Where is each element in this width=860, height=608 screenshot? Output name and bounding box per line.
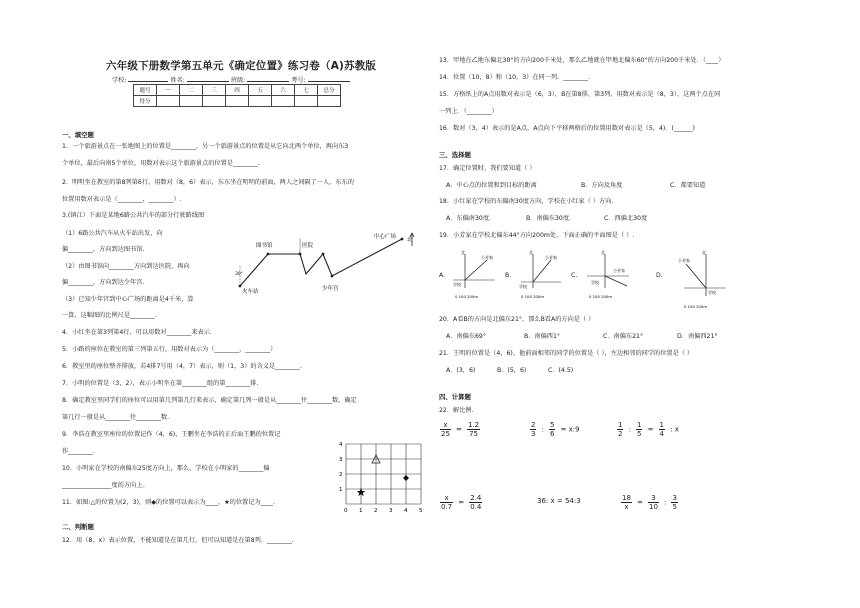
question-17: 17．确定位置时，我们要知道（ ）: [439, 165, 536, 172]
q19-diagram-b: [517, 250, 565, 302]
numerator: x: [440, 421, 451, 430]
center-label: 中心广场: [374, 234, 397, 240]
question-11: 11．如图:△的位置为(2，3)，则◆的位置可以表示为____，★的位置记为____.: [62, 499, 275, 506]
question-3-1b: 偏________，方向到达图书馆.: [62, 246, 145, 253]
q19-option-d-label: D.: [656, 272, 663, 279]
denominator: 5: [637, 430, 642, 438]
q19-option-b-label: B.: [505, 272, 512, 279]
youth-label: 少年宫: [322, 286, 339, 292]
question-1-line2: 个单位，最后向南5个单位，用数对表示这个旅游景点的位置是________.: [62, 160, 260, 167]
numerator: 1.2: [467, 421, 480, 429]
numerator: 3: [672, 494, 677, 502]
question-3-2a: （2）由图书馆向________方向到达医院，再向: [62, 263, 190, 270]
question-10-line2: ________________度的方向上。: [62, 482, 149, 489]
q19-option-c-label: C.: [571, 272, 578, 279]
question-7: 7．小明的位置是（3，2），表示小明坐在第________组的第________排.: [62, 380, 259, 387]
denominator: 4: [659, 430, 665, 438]
score-cell[interactable]: [157, 96, 180, 107]
question-3-2b: 偏________，方向到达少年宫.: [62, 279, 145, 286]
question-15-line1: 15．方格纸上的A点用数对表示是（6，3），B在第8排、第3列，用数对表示是（8，3），这两个点在同: [439, 91, 721, 98]
info-line: [112, 75, 350, 84]
equation-4: $\frac{x}{0.7}$ = $\frac{2.4}{0.4}$: [441, 494, 482, 511]
q19-diagram-a: [451, 250, 499, 302]
question-8-line1: 8．确定教室里同学们的座位可以用第几列第几行来表示，确定第几列一般是从________往________数，确定: [62, 397, 357, 404]
home-label: 小芳家: [481, 255, 493, 260]
home-label: 小芳家: [613, 268, 625, 273]
hospital-point-2: [322, 253, 325, 256]
x-tick: 4: [404, 508, 408, 514]
numerator: 1: [637, 421, 642, 429]
diamond-marker: [403, 475, 409, 481]
q20-option-d: D．南偏西21°: [677, 333, 718, 340]
numerator: 18: [622, 494, 631, 502]
q21-option-a: A．(3，6): [446, 367, 476, 374]
score-cell: 五: [249, 85, 272, 96]
q17-option-b: B．方向及角度: [581, 182, 623, 189]
north-label: 北: [461, 250, 465, 255]
score-cell: 得分: [134, 96, 157, 107]
q20-option-c: C．南偏东21°: [603, 333, 644, 340]
question-19: 19．小芳家在学校北偏东44°方向200m处，下面正确的平面图是（ ）.: [439, 232, 635, 239]
score-cell: 题号: [134, 85, 157, 96]
equation-3: $\frac{1}{2}$ : $\frac{1}{5}$ = $\frac{1}{4}$ : x: [618, 421, 679, 438]
score-cell[interactable]: [249, 96, 272, 107]
home-label: 小芳家: [678, 258, 690, 263]
section-heading-calc: 四、计算题: [439, 393, 471, 401]
numerator: 1: [659, 421, 665, 429]
question-8-line2: 第几行一般是从________往________数.: [62, 414, 170, 421]
numerator: 1: [618, 421, 623, 429]
question-20: 20．A看B的方向是北偏东21°，那么B看A的方向是（ ）: [439, 316, 595, 323]
section-heading-judge: 二、判断题: [62, 523, 94, 531]
question-21: 21．王明的位置是（4，6)，他前面相邻的同学的位置是（ ），左边相邻的同学的位置是（ ）: [439, 350, 694, 357]
question-22: 22．解比例．: [439, 407, 478, 414]
denominator: 6: [550, 430, 555, 438]
equation-rhs: = x:9: [560, 425, 580, 434]
score-cell: 三: [203, 85, 226, 96]
score-table-header-row: [134, 85, 341, 96]
q19-diagram-d: [676, 250, 728, 312]
q18-option-c: C．西偏北30度: [604, 215, 648, 222]
denominator: 75: [469, 430, 479, 438]
question-5: 5．小路的座位在教室的第三列第五行，用数对表示为（________，________）: [62, 346, 277, 353]
denominator: 10: [648, 503, 658, 511]
q21-option-b: B．(5，6): [497, 367, 527, 374]
score-cell: 总分: [318, 85, 341, 96]
station-label: 火车站: [242, 289, 259, 295]
denominator: x: [624, 503, 629, 511]
class-label: 班级:: [230, 77, 246, 84]
angle-label: 30°: [235, 272, 243, 277]
youth-point: [331, 275, 334, 278]
equation-1: $\frac{x}{25}$ = $\frac{1.2}{75}$: [441, 421, 480, 438]
score-cell[interactable]: [180, 96, 203, 107]
x-tick: 1: [359, 508, 363, 514]
home-label: 小芳家: [545, 255, 557, 260]
question-1-line1: 1．一个旅游景点在一张地图上的位置是________，另一个旅游景点的位置是从它向北两个单位，再向东3: [62, 143, 349, 150]
q18-option-a: A．东偏南30度．: [446, 215, 496, 222]
grid-lines: [346, 444, 421, 504]
denominator: 3: [531, 430, 536, 438]
q20-option-b: B．南偏西1°: [524, 333, 561, 340]
question-12: 12．用（8，x）表示位置，不能知道是在第几行，但可以知道是在第8列．________.: [62, 537, 294, 544]
section-heading-choice: 三、选择题: [439, 151, 471, 159]
school-label: 学校: [453, 282, 461, 287]
denominator: 5: [672, 503, 677, 511]
north-label: 北: [407, 237, 413, 243]
school-label: 学校: [519, 284, 527, 289]
score-cell: 六: [272, 85, 295, 96]
q21-option-c: C．(4.5): [548, 367, 574, 374]
question-9-line1: 9．李浩在教室里座位的位置记作（4，6)，王鹏坐在李浩的正后面王鹏的位置记: [62, 431, 281, 438]
q17-option-c: C．都要知道: [670, 182, 706, 189]
north-label: 北: [529, 250, 533, 255]
center-point: [401, 238, 404, 241]
station-point: [239, 285, 242, 288]
question-14: 14．位置（10，8）和（10，3）在同一列．________.: [439, 74, 591, 81]
hospital-label: 医院: [302, 243, 314, 249]
question-13: 13．甲地在乙地东偏北30°的方向200千米处，那么乙地就在甲地北偏东60°的方向200千米处．（____）: [439, 57, 725, 64]
scale-label: 0 100 200m: [521, 294, 545, 299]
score-cell[interactable]: [318, 96, 341, 107]
q20-option-a: A．南偏东69°: [446, 333, 486, 340]
equation-6: $\frac{18}{x}$ = $\frac{3}{10}$ : $\frac{3}{5}$: [622, 494, 677, 511]
north-label: 北: [702, 250, 706, 255]
scale-label: 0 100 200m: [455, 294, 479, 299]
question-3-3b: 一算，这幅图的比例尺是________.: [62, 312, 157, 319]
x-tick: 2: [374, 508, 378, 514]
equation-2: $\frac{2}{3}$ : $\frac{5}{6}$ = x:9: [531, 421, 580, 438]
q18-option-b: B．南偏东30度．: [526, 215, 576, 222]
x-tick: 3: [389, 508, 393, 514]
y-tick: 3: [339, 457, 343, 463]
y-tick: 2: [339, 472, 343, 478]
school-label: 学校:: [112, 77, 127, 84]
numerator: 3: [648, 494, 659, 503]
grid-chart: [334, 438, 424, 518]
scale-label: 0 100 200m: [589, 294, 613, 299]
question-15-line2: 一列上．（________）: [439, 108, 498, 115]
question-3-3a: （3）已知少年宫到中心广场的距离是4千米，算: [62, 296, 194, 303]
section-heading-fill: 一、填空题: [62, 131, 94, 139]
q17-option-a: A．中心点的位置和到目标的距离: [446, 182, 537, 189]
denominator: 0.4: [470, 503, 482, 511]
score-cell: 一: [157, 85, 180, 96]
route-map: [226, 230, 416, 298]
denominator: 2: [618, 430, 623, 438]
numerator: x: [440, 494, 453, 503]
denominator: 0.7: [441, 503, 453, 511]
question-9-line2: 作________.: [62, 448, 95, 455]
numerator: 2.4: [470, 494, 482, 502]
score-cell: 七: [295, 85, 318, 96]
school-label: 学校: [591, 280, 599, 285]
numerator: 5: [550, 421, 555, 429]
scale-label: 0 100 200m: [684, 304, 708, 309]
score-cell[interactable]: [226, 96, 249, 107]
question-4: 4．小红坐在第3列第4行，可以用数对________来表示.: [62, 329, 212, 336]
question-2-line1: 2．明明坐在教室的第8列第6行，用数对（8，6）表示，东东坐在明明的前面，两人之间隔了一人，东东的: [62, 179, 354, 186]
question-16: 16．数对（3，4）表示的是A点，A点向下平移两格后的位置用数对表示是（5，4)．(______): [439, 125, 695, 132]
question-18: 18．小红家在学校的东偏南30度方向，学校在小红家（ ）方向.: [439, 198, 614, 205]
equation-5: 36: x = 54:3: [537, 497, 581, 505]
question-3-1a: （1）6路公共汽车从火车站出发，向: [62, 230, 163, 237]
hospital-point: [299, 253, 302, 256]
question-3: 3.(镇江）下面是某地6路公共汽车的部分行驶路线图: [62, 212, 205, 219]
score-table: [133, 84, 341, 107]
name-label: 姓名:: [170, 77, 185, 84]
score-cell[interactable]: [295, 96, 318, 107]
y-tick: 1: [339, 487, 343, 493]
library-label: 图书馆: [256, 243, 273, 249]
question-10-line1: 10．小明家在学校的南偏东25度方向上，那么，学校在小明家的________偏: [62, 465, 270, 472]
question-2-line2: 位置用数对表示是（________，________）.: [62, 196, 182, 203]
score-cell[interactable]: [272, 96, 295, 107]
equation-rhs: : x: [670, 425, 679, 434]
numerator: 2: [531, 421, 536, 429]
score-cell: 四: [226, 85, 249, 96]
x-tick: 5: [419, 508, 423, 514]
denominator: 25: [441, 430, 450, 438]
library-point: [267, 253, 270, 256]
score-cell: 二: [180, 85, 203, 96]
school-label: 学校: [708, 290, 716, 295]
number-label: 考号:: [291, 77, 306, 84]
x-tick: 0: [344, 508, 348, 514]
q19-option-a-label: A.: [439, 272, 446, 279]
score-cell[interactable]: [203, 96, 226, 107]
page-title: 六年级下册数学第五单元《确定位置》练习卷（A)苏教版: [106, 60, 377, 72]
y-tick: 4: [339, 442, 343, 448]
score-table-score-row: [134, 96, 341, 107]
north-label: 北: [601, 250, 605, 255]
question-6: 6．教室里的座位整齐排放，若4排7号用（4，7）表示，则（1，3）的含义是________.: [62, 363, 302, 370]
q19-diagram-c: [583, 250, 633, 302]
